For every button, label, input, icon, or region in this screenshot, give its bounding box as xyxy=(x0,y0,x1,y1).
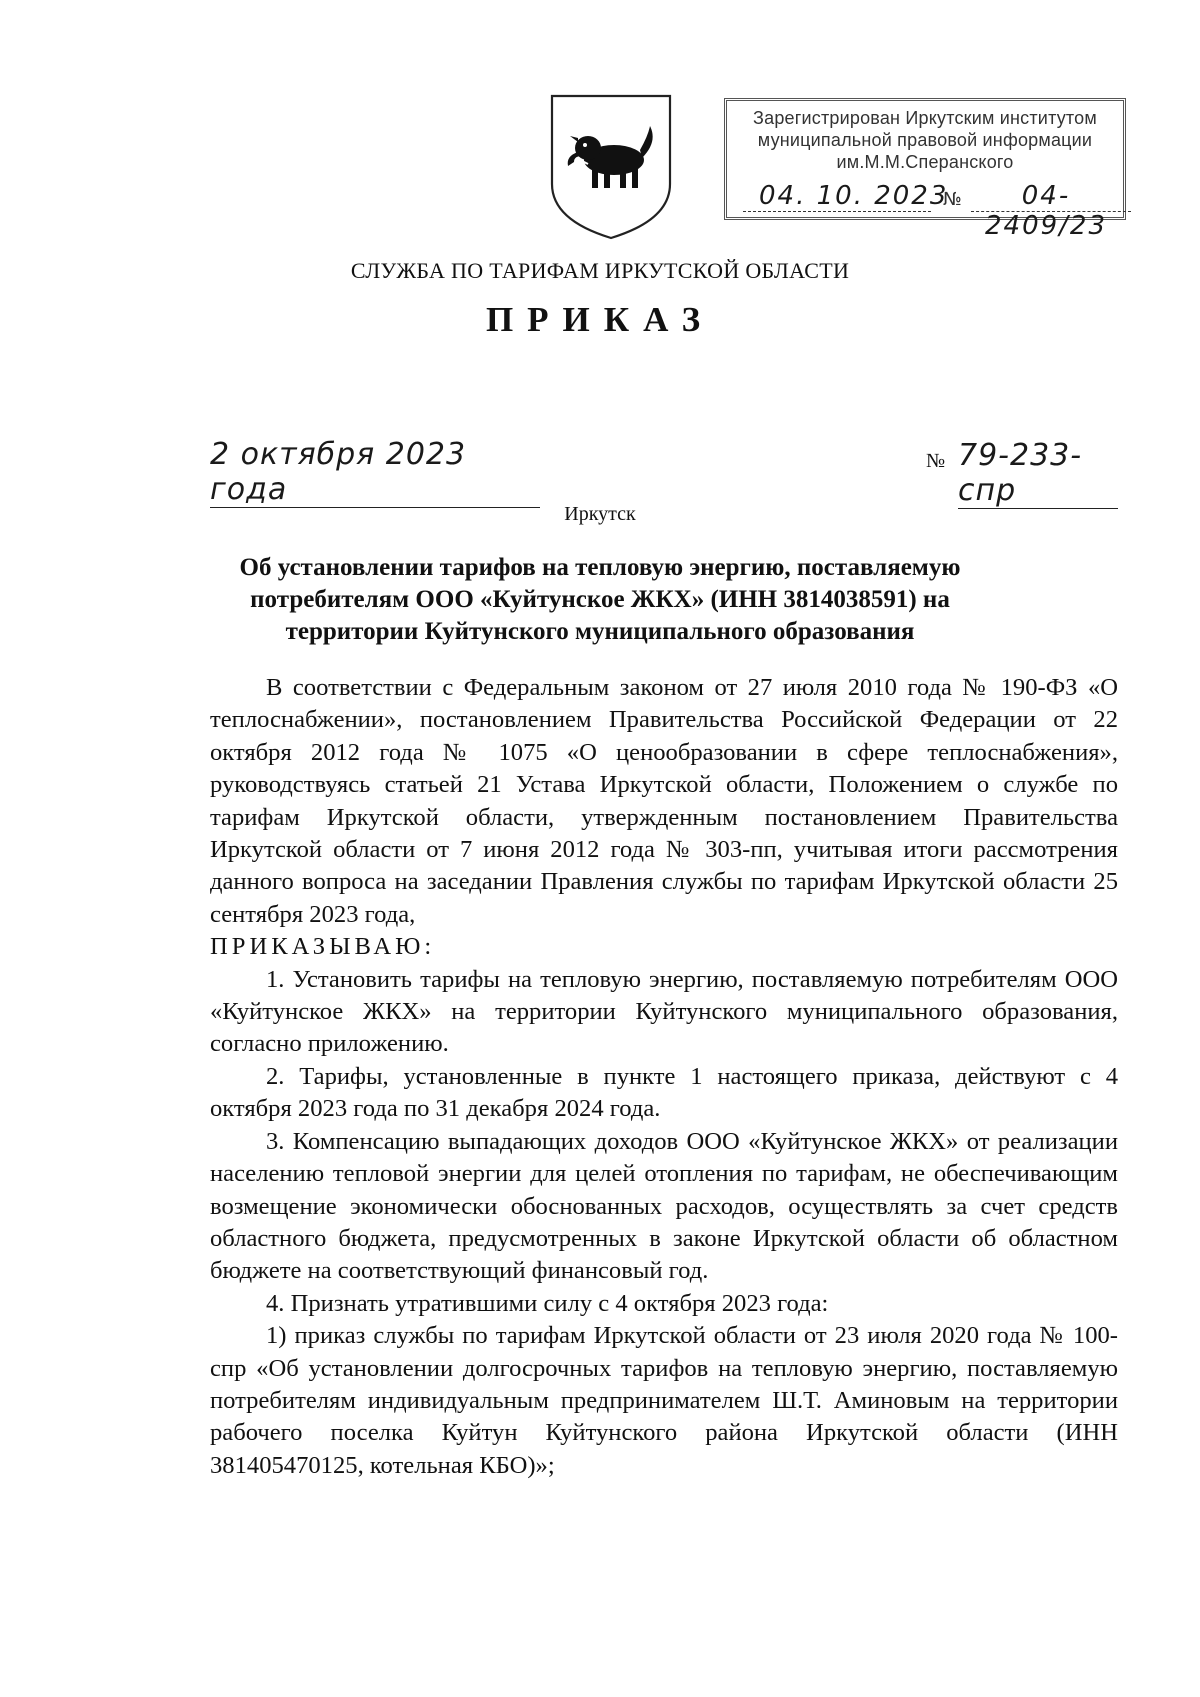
stamp-line-3: им.М.М.Сперанского xyxy=(836,152,1014,172)
stamp-registration-date: 04. 10. 2023 xyxy=(759,181,949,211)
coat-of-arms-emblem xyxy=(548,92,674,242)
stamp-number-underline xyxy=(971,211,1131,213)
stamp-line-1: Зарегистрирован Иркутским институтом xyxy=(753,108,1097,128)
order-heading: Об установлении тарифов на тепловую энергию, поставляемую потребителям ООО «Куйтунское ЖКХ» (ИНН 3814038591) на территории Куйтунского муниципального образования xyxy=(239,554,961,645)
clause-4-item-1: 1) приказ службы по тарифам Иркутской области от 23 июля 2020 года № 100-спр «Об установлении долгосрочных тарифов на тепловую энергию, поставляемую потребителям индивидуальным предпринимателем Ш.Т. Аминовым на территории рабочего поселка Куйтун Куйтунского района Иркутской области (ИНН 381405470125, котельная КБО)»; xyxy=(210,1322,1118,1479)
order-number-sign: № xyxy=(926,450,946,472)
preamble-paragraph: В соответствии с Федеральным законом от 27 июля 2010 года № 190-ФЗ «О теплоснабжении», постановлением Правительства Российской Федерации от 22 октября 2012 года № 1075 «О ценообразовании в сфере теплоснабжения», руководствуясь статьей 21 Устава Иркутской области, Положением о службе по тарифам Иркутской области, утвержденным постановлением Правительства Иркутской области от 7 июня 2012 года № 303-пп, учитывая итоги рассмотрения данного вопроса на заседании Правления службы по тарифам Иркутской области 25 сентября 2023 года, xyxy=(210,674,1118,928)
clause-3: 3. Компенсацию выпадающих доходов ООО «Куйтунское ЖКХ» от реализации населению тепловой энергии для целей отопления по тарифам, не обеспечивающим возмещение экономически обоснованных расходов, осуществлять за счет средств областного бюджета, предусмотренных в законе Иркутской области об областном бюджете на соответствующий финансовый год. xyxy=(210,1127,1118,1285)
clause-1: 1. Установить тарифы на тепловую энергию, поставляемую потребителям ООО «Куйтунское ЖКХ» на территории Куйтунского муниципального образования, согласно приложению. xyxy=(210,965,1118,1058)
stamp-registration-row xyxy=(743,181,1113,241)
order-number: 79-233-спр xyxy=(958,438,1118,509)
document-type-title: ПРИКАЗ xyxy=(485,300,715,339)
agency-name: СЛУЖБА ПО ТАРИФАМ ИРКУТСКОЙ ОБЛАСТИ xyxy=(350,258,850,283)
stamp-registration-number: 04- 2409/23 xyxy=(984,181,1107,241)
clause-4: 4. Признать утратившими силу с 4 октября 2023 года: xyxy=(266,1289,829,1317)
order-date: 2 октября 2023 года xyxy=(210,437,540,508)
registration-stamp xyxy=(724,98,1126,241)
stamp-number-sign: № xyxy=(943,189,962,210)
order-body xyxy=(210,672,1118,1482)
clause-2: 2. Тарифы, установленные в пункте 1 настоящего приказа, действуют с 4 октября 2023 года по 31 декабря 2024 года. xyxy=(210,1062,1118,1123)
stamp-date-underline xyxy=(743,211,931,213)
order-directive: ПРИКАЗЫВАЮ: xyxy=(210,933,436,961)
city-name: Иркутск xyxy=(564,503,636,525)
stamp-line-2: муниципальной правовой информации xyxy=(757,130,1093,150)
